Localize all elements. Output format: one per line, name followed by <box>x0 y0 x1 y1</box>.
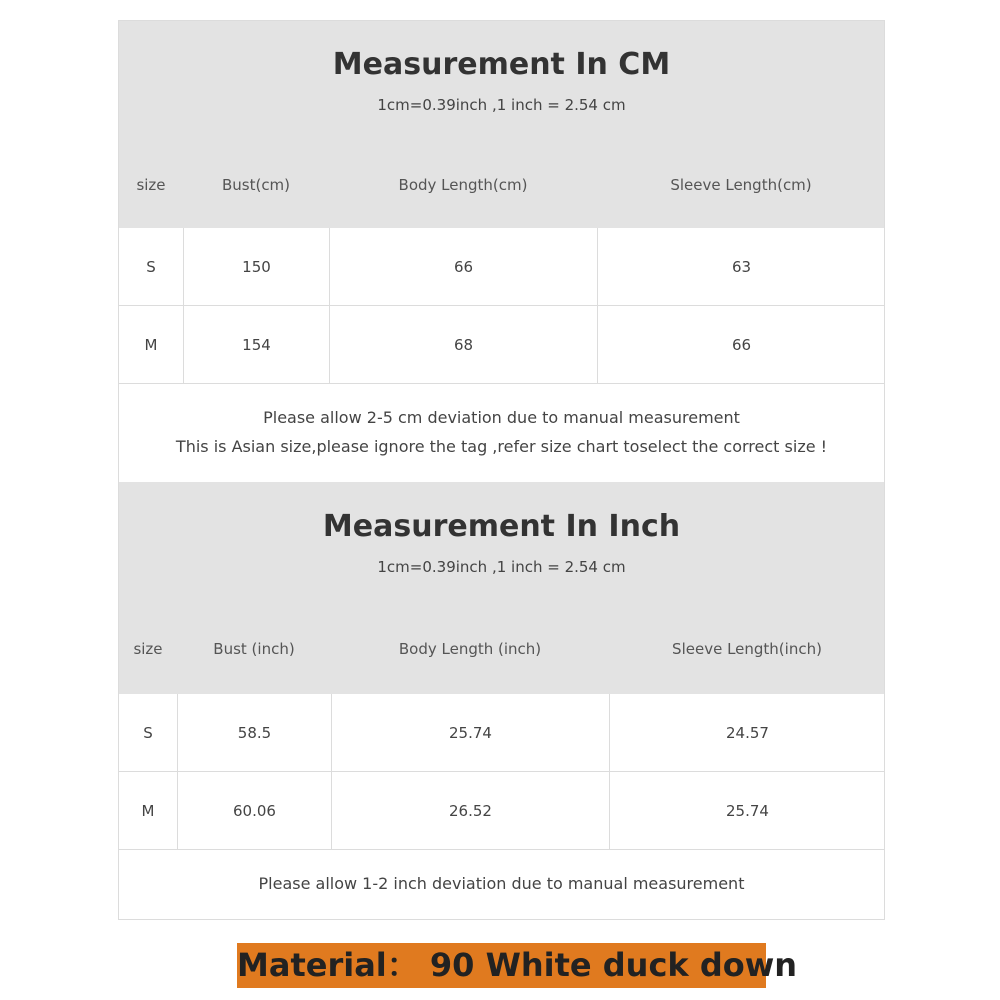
cell-sleeve-length: 25.74 <box>609 772 885 849</box>
cell-body-length: 66 <box>329 228 597 305</box>
cm-chart-subtitle: 1cm=0.39inch ,1 inch = 2.54 cm <box>377 96 626 114</box>
cm-size-chart <box>118 20 885 482</box>
cell-bust: 150 <box>183 228 329 305</box>
header-bust: Bust(cm) <box>221 176 291 194</box>
table-row <box>119 228 884 306</box>
cell-body-length: 26.52 <box>331 772 609 849</box>
table-row <box>119 694 884 772</box>
cell-bust: 60.06 <box>177 772 331 849</box>
header-bust: Bust (inch) <box>213 640 295 658</box>
cell-size: S <box>146 257 156 276</box>
inch-size-chart <box>118 482 885 920</box>
cell-body-length: 25.74 <box>331 694 609 771</box>
cm-deviation-note <box>119 384 884 483</box>
cell-bust: 154 <box>183 306 329 383</box>
cell-size: M <box>144 335 158 354</box>
cell-body-length: 68 <box>329 306 597 383</box>
cell-sleeve-length: 63 <box>597 228 885 305</box>
header-sleeve-length: Sleeve Length(cm) <box>670 176 812 194</box>
cell-sleeve-length: 66 <box>597 306 885 383</box>
cell-sleeve-length: 24.57 <box>609 694 885 771</box>
material-banner: Material： 90 White duck down <box>237 943 766 988</box>
cell-bust: 58.5 <box>177 694 331 771</box>
cell-size: S <box>143 723 153 742</box>
header-size: size <box>136 176 166 194</box>
cm-chart-header <box>119 21 884 228</box>
inch-chart-title: Measurement In Inch <box>322 509 681 544</box>
inch-chart-subtitle: 1cm=0.39inch ,1 inch = 2.54 cm <box>377 558 626 576</box>
header-body-length: Body Length(cm) <box>398 176 528 194</box>
cell-size: M <box>141 801 155 820</box>
inch-deviation-note <box>119 850 884 919</box>
table-row <box>119 772 884 850</box>
header-size: size <box>133 640 163 658</box>
header-body-length: Body Length (inch) <box>398 640 542 658</box>
inch-chart-header <box>119 482 884 694</box>
table-row <box>119 306 884 384</box>
cm-chart-title: Measurement In CM <box>332 47 671 82</box>
header-sleeve-length: Sleeve Length(inch) <box>672 640 822 658</box>
note-line-1: Please allow 1-2 inch deviation due to manual measurement <box>258 874 745 893</box>
note-line-1: Please allow 2-5 cm deviation due to manual measurement <box>263 408 740 427</box>
note-line-2: This is Asian size,please ignore the tag ,refer size chart toselect the correct size ! <box>175 437 828 456</box>
